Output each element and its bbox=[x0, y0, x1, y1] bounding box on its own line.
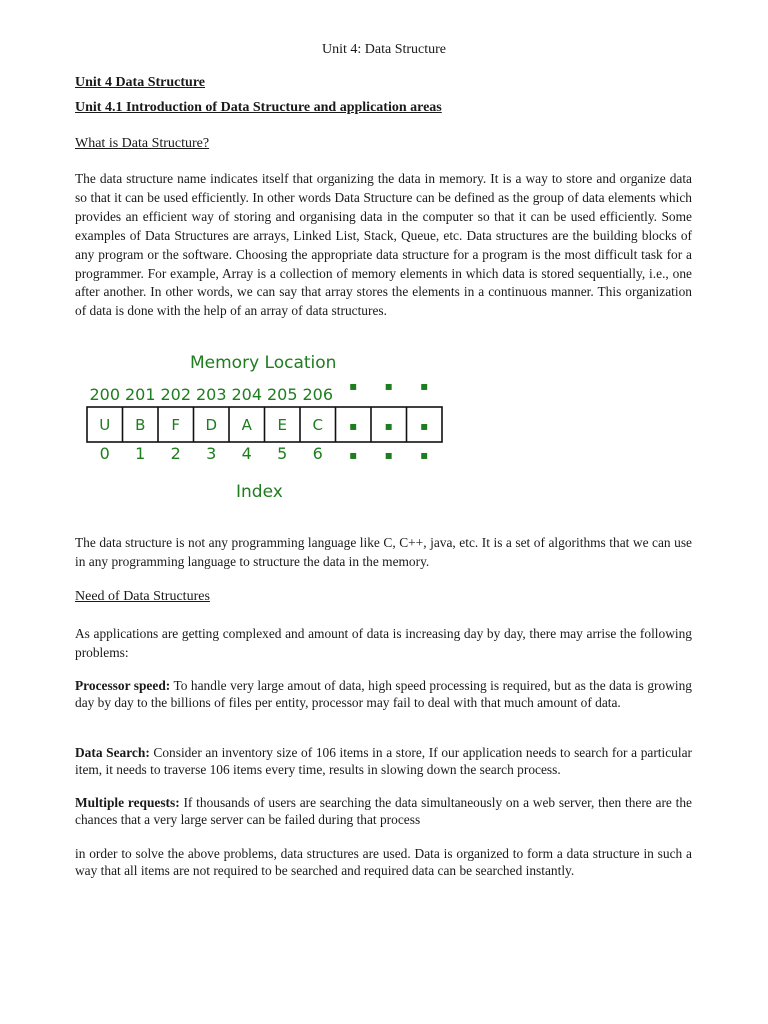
index-label: 6 bbox=[312, 444, 323, 463]
cell-value: B bbox=[135, 416, 146, 434]
memory-array-diagram bbox=[80, 345, 460, 510]
cell-value: E bbox=[277, 416, 287, 434]
section-heading: Unit 4.1 Introduction of Data Structure and application areas bbox=[75, 100, 442, 115]
cell-row bbox=[87, 407, 442, 442]
cell-value: U bbox=[99, 416, 111, 434]
index-label: 2 bbox=[170, 444, 181, 463]
need-heading: Need of Data Structures bbox=[75, 589, 210, 604]
processor-speed-text: To handle very large amout of data, high speed processing is required, but as the data is growing day by day to the billions of files per entity, processor may fail to deal with that much amount of data. bbox=[75, 678, 692, 710]
unit-heading: Unit 4 Data Structure bbox=[75, 75, 206, 90]
index-label: ▪ bbox=[420, 448, 429, 462]
processor-speed-label: Processor speed: bbox=[75, 678, 171, 693]
intro-paragraph: The data structure name indicates itself that organizing the data in memory. It is a way to store and organize data so that it can be used efficiently. In other words Data Structure can be defined as the group of data elements which provides an efficient way of storing and organising data in the computer so that it can be used efficiently. Some examples of Data Structures are arrays, Linked List, Stack, Queue, etc. Data structures are the building blocks of any program or the software. Choosing the appropriate data structure for a program is the most difficult task for a programmer. For example, Array is a collection of memory elements in which data is stored sequentially, i.e., one after another. In other words, we can say that array stores the elements in a continuous manner. This organization of data is done with the help of an array of data structures. bbox=[75, 171, 692, 319]
index-label: 5 bbox=[277, 444, 288, 463]
diagram-title: Memory Location bbox=[190, 353, 337, 373]
cell-value: C bbox=[312, 416, 323, 434]
address-label: 205 bbox=[266, 385, 298, 404]
multiple-requests-paragraph bbox=[75, 795, 692, 828]
address-label: ▪ bbox=[349, 379, 358, 393]
address-label: 200 bbox=[89, 385, 121, 404]
address-label: 201 bbox=[124, 385, 156, 404]
address-label: 202 bbox=[160, 385, 192, 404]
index-label: 1 bbox=[135, 444, 146, 463]
diagram-footer: Index bbox=[236, 482, 283, 502]
address-row bbox=[89, 379, 428, 404]
data-search-paragraph bbox=[75, 745, 692, 778]
address-label: ▪ bbox=[420, 379, 429, 393]
index-label: ▪ bbox=[349, 448, 358, 462]
cell-value: A bbox=[241, 416, 252, 434]
what-is-heading: What is Data Structure? bbox=[75, 136, 210, 151]
index-label: ▪ bbox=[384, 448, 393, 462]
need-intro-paragraph: As applications are getting complexed and amount of data is increasing day by day, there may arrise the following problems: bbox=[75, 626, 692, 660]
not-language-paragraph: The data structure is not any programming language like C, C++, java, etc. It is a set of algorithms that we can use in any programming language to structure the data in the memory. bbox=[75, 535, 692, 569]
address-label: 206 bbox=[302, 385, 334, 404]
data-search-text: Consider an inventory size of 106 items in a store, If our application needs to search for a particular item, it needs to traverse 106 items every time, results in slowing down the search process. bbox=[75, 745, 692, 777]
cell-value: ▪ bbox=[349, 419, 358, 433]
processor-speed-paragraph bbox=[75, 678, 692, 711]
conclusion-paragraph: in order to solve the above problems, data structures are used. Data is organized to form a data structure in such a way that all items are not required to be searched and required data can be searched instantly. bbox=[75, 846, 692, 878]
cell-value: F bbox=[171, 416, 181, 434]
cell-value: D bbox=[205, 416, 218, 434]
running-header: Unit 4: Data Structure bbox=[321, 42, 447, 57]
index-label: 4 bbox=[241, 444, 252, 463]
cell-value: ▪ bbox=[384, 419, 393, 433]
data-search-label: Data Search: bbox=[75, 745, 150, 760]
address-label: 204 bbox=[231, 385, 263, 404]
address-label: ▪ bbox=[384, 379, 393, 393]
cell-value: ▪ bbox=[420, 419, 429, 433]
index-row bbox=[100, 444, 429, 463]
multiple-requests-text: If thousands of users are searching the data simultaneously on a web server, then there are the chances that a very large server can be failed during that process bbox=[75, 795, 692, 827]
index-label: 0 bbox=[99, 444, 110, 463]
index-label: 3 bbox=[206, 444, 217, 463]
address-label: 203 bbox=[195, 385, 227, 404]
multiple-requests-label: Multiple requests: bbox=[75, 795, 180, 810]
